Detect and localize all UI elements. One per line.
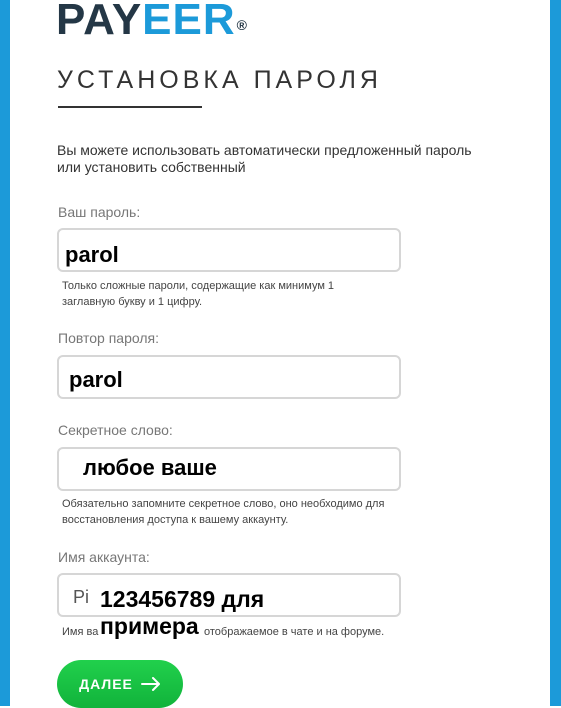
password-repeat-value: parol — [69, 367, 123, 392]
account-name-value: Pi — [73, 587, 90, 607]
title-underline — [58, 106, 202, 108]
password-repeat-label: Повтор пароля: — [58, 330, 159, 346]
password-field[interactable] — [57, 228, 401, 272]
page-title: УСТАНОВКА ПАРОЛЯ — [57, 66, 382, 94]
secret-word-field[interactable] — [57, 447, 401, 491]
intro-text: Вы можете использовать автоматически предложенный пароль или установить собственный — [57, 142, 472, 175]
secret-word-label: Секретное слово: — [58, 422, 173, 438]
password-repeat-field[interactable] — [57, 355, 401, 399]
password-hint: Только сложные пароли, содержащие как минимум 1 заглавную букву и 1 цифру. — [62, 280, 335, 308]
next-button-label: ДАЛЕЕ — [79, 676, 133, 692]
next-button[interactable] — [57, 660, 183, 708]
payeer-logo: PAYEER® — [56, 0, 248, 44]
right-border — [550, 0, 561, 706]
secret-word-value: любое ваше — [83, 455, 217, 480]
account-name-hint-start: Имя ва — [62, 626, 99, 638]
left-border — [0, 0, 10, 706]
password-label: Ваш пароль: — [58, 204, 141, 220]
account-name-hint-end: отображаемое в чате и на форуме. — [204, 626, 385, 638]
account-name-overlay-text: 123456789 для примера — [100, 586, 265, 639]
arrow-right-icon — [141, 677, 161, 691]
password-value: parol — [65, 242, 119, 267]
secret-word-hint: Обязательно запомните секретное слово, оно необходимо для восстановления доступа к вашему аккаунту. — [62, 498, 385, 526]
account-name-label: Имя аккаунта: — [58, 549, 150, 565]
